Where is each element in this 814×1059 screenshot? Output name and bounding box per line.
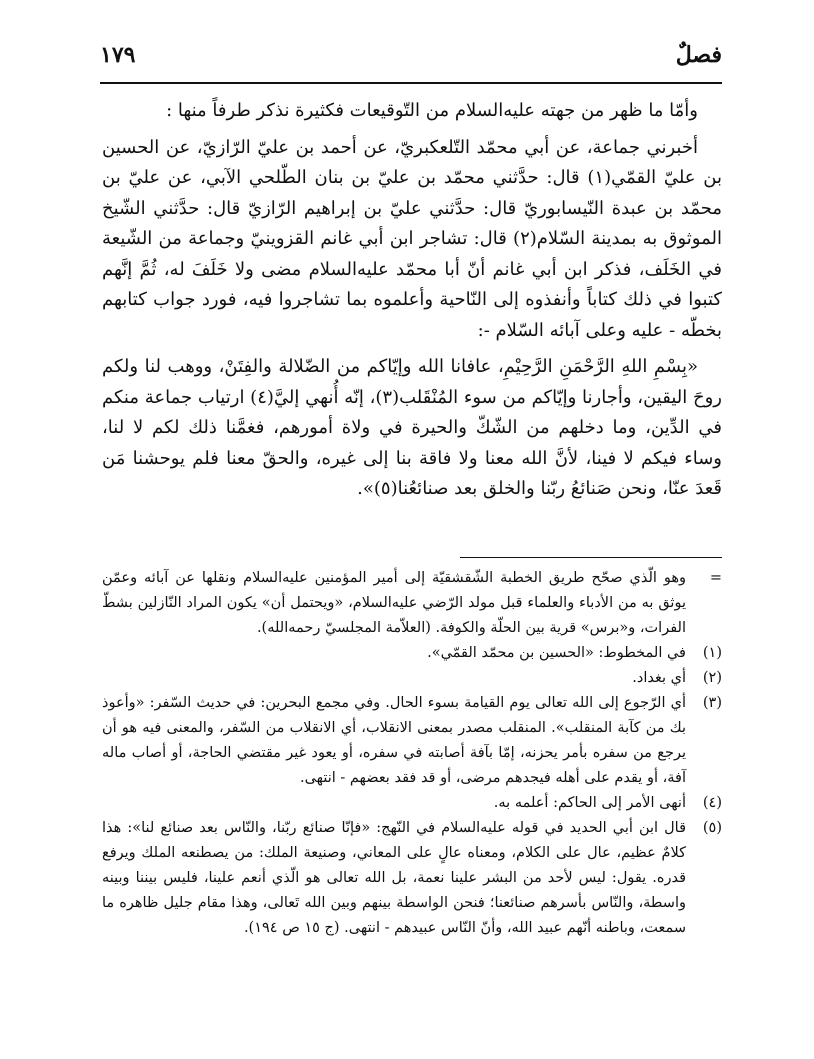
page-number: ١٧٩ [100,42,136,68]
paragraph-intro: وأمّا ما ظهر من جهته عليه‌السلام من التّوقيعات فكثيرة نذكر طرفاً منها : [166,100,698,121]
footnote-text: في المخطوط: «الحسين بن محمّد القمّي». [427,645,686,661]
footnote-mark: (٥) [702,820,722,836]
footnote-5 [102,816,722,941]
footnote-continued [102,566,722,641]
footnote-text: أي الرّجوع إلى الله تعالى يوم القيامة بسوء الحال. وفي مجمع البحرين: في حديث السّفر: «وأعوذ بك من كآبة المنقلب». المنقلب مصدر بمعنى الانقلاب، أي الانقلاب من السّفر، والمعنى فيه هو أن يرجع من سفره بأمر يحزنه، إمّا بآفة أصابته في سفره، أو يعود غير مقتضي الحاجة، أو أصاب ماله آفة، أو يقدم على أهله فيجدهم مرضى، أو قد فقد بعضهم - انتهى. [102,695,686,786]
footnote-3 [102,691,722,791]
footnote-divider [460,557,722,558]
footnote-text: قال ابن أبي الحديد في قوله عليه‌السلام في النّهج: «فإنّا صنائع ربّنا، والنّاس بعد صنائع لنا»: هذا كلامٌ عظيم، عال على الكلام، ومعناه عالٍ على المعاني، وصنيعة الملك: من يصطنعه الملك ويرفع قدره. يقول: ليس لأحد من البشر علينا نعمة، بل الله تعالى هو الّذي أنعم علينا، فليس بيننا وبينه واسطة، والنّاس بأسرهم صنائعنا؛ فنحن الواسطة بينهم وبين الله تَعالى، وهذا مقام جليل ظاهره ما سمعت، وباطنه أنّهم عبيد الله، وأنّ النّاس عبيدهم - انتهى. (ج ١٥ ص ١٩٤). [102,820,686,936]
chapter-title: فصلٌ [675,42,722,68]
footnote-mark: (٢) [702,670,722,686]
footnote-2 [102,666,722,691]
footnote-text: وهو الّذي صحّح طريق الخطبة الشّقشقيّة إلى أمير المؤمنين عليه‌السلام ونقلها عن آبائه وعمّن يوثق به من الأدباء والعلماء قبل مولد الرّضي عليه‌السلام، «ويحتمل أن» يكون المراد النّازلين بشطّ الفرات، و«برس» قرية بين الحلّة والكوفة. (العلاّمة المجلسيّ رحمه‌الله). [102,570,686,636]
footnote-mark: = [709,570,722,586]
footnote-1 [102,641,722,666]
footnote-text: أي بغداد. [632,670,686,686]
footnote-mark: (١) [702,645,722,661]
paragraph-narration: أخبرني جماعة، عن أبي محمّد التّلعكبريّ، عن أحمد بن عليّ الرّازيّ، عن الحسين بن عليّ القمّي(١) قال: حدَّثني محمّد بن عليّ بن بنان الطّلحي الآبي، عن عليّ بن محمّد بن عبدة النّيسابوريّ قال: حدَّثني عليّ بن إبراهيم الرّازيّ قال: حدَّثني الشّيخ الموثوق به بمدينة السّلام(٢) قال: تشاجر ابن أبي غانم القزوينيّ وجماعة من الشّيعة في الخَلَف، فذكر ابن أبي غانم أنّ أبا محمّد عليه‌السلام مضى ولا خَلَفَ له، ثُمَّ إنَّهم كتبوا في ذلك كتاباً وأنفذوه إلى النّاحية وأعلموه بما تشاجروا فيه، فورد جواب كتابهم بخطّه - عليه وعلى آبائه السّلام -: [102,136,722,341]
footnote-mark: (٤) [702,795,722,811]
header-divider [100,82,722,84]
main-text [102,96,722,505]
footnote-4 [102,791,722,816]
page-header [100,42,722,82]
footnotes [102,566,722,941]
paragraph-tawqi: «بِسْمِ اللهِ الرَّحْمَنِ الرَّحِيْمِ، عافانا الله وإيّاكم من الضّلالة والفِتَنْ، ووهب لنا ولكم روحَ اليقين، وأجارنا وإيّاكم من سوء المُنْقَلب(٣)، إنّه أُنهي إليَّ(٤) ارتياب جماعة منكم في الدِّين، وما دخلهم من الشّكّ والحيرة في ولاة أمورهم، فغمَّنا ذلك لكم لا لنا، وساء فيكم لا فينا، لأنَّ الله معنا ولا فاقة بنا إلى غيره، والحقّ معنا فلم يوحشنا مَن قَعدَ عنّا، ونحن صَنائعُ ربّنا والخلق بعد صنائعُنا(٥)». [102,356,722,499]
footnote-mark: (٣) [702,695,722,711]
footnote-text: أنهى الأمر إلى الحاكم: أعلمه به. [493,795,686,811]
